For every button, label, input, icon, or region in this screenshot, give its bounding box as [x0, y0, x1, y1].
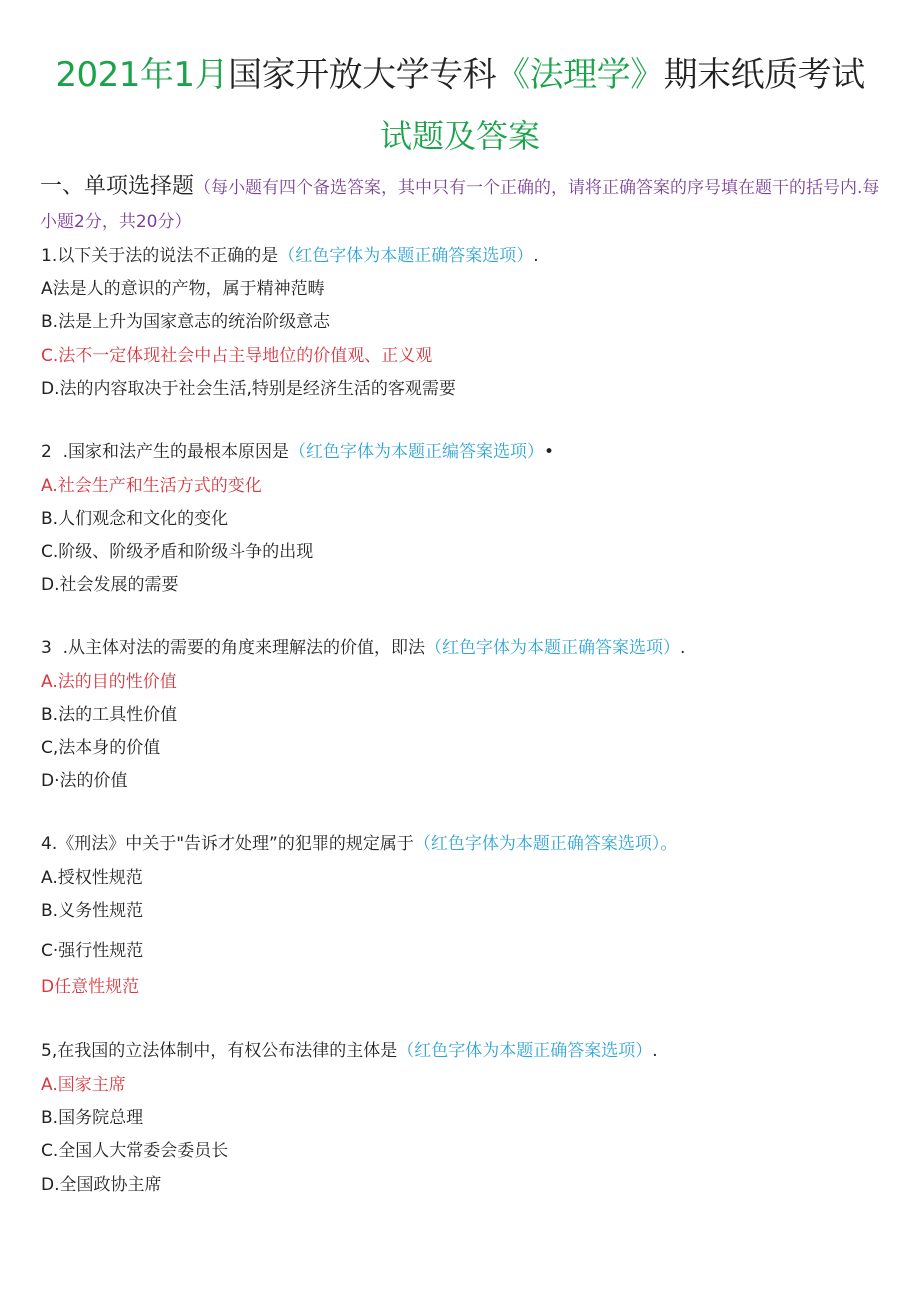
- question-4-option-c: C·强行性规范: [41, 941, 144, 961]
- question-3-option-d: D·法的价值: [41, 771, 128, 791]
- question-5-option-a-answer: A.国家主席: [41, 1075, 126, 1095]
- page-title: [0, 52, 920, 98]
- question-5-hint: （红色字体为本题正确答案选项）: [397, 1041, 653, 1061]
- question-4-option-a: A.授权性规范: [41, 868, 143, 888]
- question-2-option-c: C.阶级、阶级矛盾和阶级斗争的出现: [41, 542, 314, 562]
- question-3-option-b: B.法的工具性价值: [41, 705, 178, 725]
- question-4-stem: 4.《刑法》中关于"告诉才处理”的犯罪的规定属于（红色字体为本题正确答案选项）。: [41, 834, 678, 854]
- title-suffix: 期末纸质考试: [663, 55, 865, 95]
- page-subtitle: 试题及答案: [379, 117, 540, 155]
- question-5-option-c: C.全国人大常委会委员长: [41, 1141, 229, 1161]
- question-1-stem: 1.以下关于法的说法不正确的是（红色字体为本题正确答案选项）.: [41, 246, 539, 266]
- question-2-option-d: D.社会发展的需要: [41, 575, 179, 595]
- question-4-option-d-answer: D任意性规范: [41, 977, 140, 997]
- question-3-option-c: C,法本身的价值: [41, 738, 161, 758]
- section-instructions: （每小题有四个备选答案，其中只有一个正确的，请将正确答案的序号填在题干的括号内.每小题2分，共20分）: [40, 178, 880, 232]
- question-3-hint: （红色字体为本题正确答案选项）: [425, 638, 681, 658]
- question-1-hint: （红色字体为本题正确答案选项）: [278, 246, 534, 266]
- question-5-option-d: D.全国政协主席: [41, 1175, 162, 1195]
- question-5-stem: 5,在我国的立法体制中，有权公布法律的主体是（红色字体为本题正确答案选项）.: [41, 1041, 658, 1061]
- question-1-option-d: D.法的内容取决于社会生活,特别是经济生活的客观需要: [41, 379, 456, 399]
- title-course: 《法理学》: [496, 55, 664, 95]
- section-header: [40, 170, 885, 239]
- question-4-option-b: B.义务性规范: [41, 901, 144, 921]
- question-2-option-b: B.人们观念和文化的变化: [41, 509, 229, 529]
- question-5-option-b: B.国务院总理: [41, 1108, 144, 1128]
- title-year-month: 2021年1月: [55, 55, 229, 95]
- question-1-option-a: A法是人的意识的产物，属于精神范畴: [41, 279, 325, 299]
- question-2-stem: 2 .国家和法产生的最根本原因是（红色字体为本题正编答案选项）•: [41, 442, 555, 462]
- title-main: 国家开放大学专科: [228, 55, 497, 95]
- question-1-option-b: B.法是上升为国家意志的统治阶级意志: [41, 312, 331, 332]
- question-3-stem: 3 .从主体对法的需要的角度来理解法的价值，即法（红色字体为本题正确答案选项）.: [41, 638, 686, 658]
- question-2-hint: （红色字体为本题正编答案选项）: [289, 442, 545, 462]
- question-4-hint: （红色字体为本题正确答案选项）。: [413, 834, 678, 854]
- question-2-option-a-answer: A.社会生产和生活方式的变化: [41, 476, 262, 496]
- section-heading: 一、单项选择题: [40, 174, 195, 199]
- question-3-option-a-answer: A.法的目的性价值: [41, 672, 177, 692]
- question-1-option-c-answer: C.法不一定体现社会中占主导地位的价值观、正义观: [41, 346, 433, 366]
